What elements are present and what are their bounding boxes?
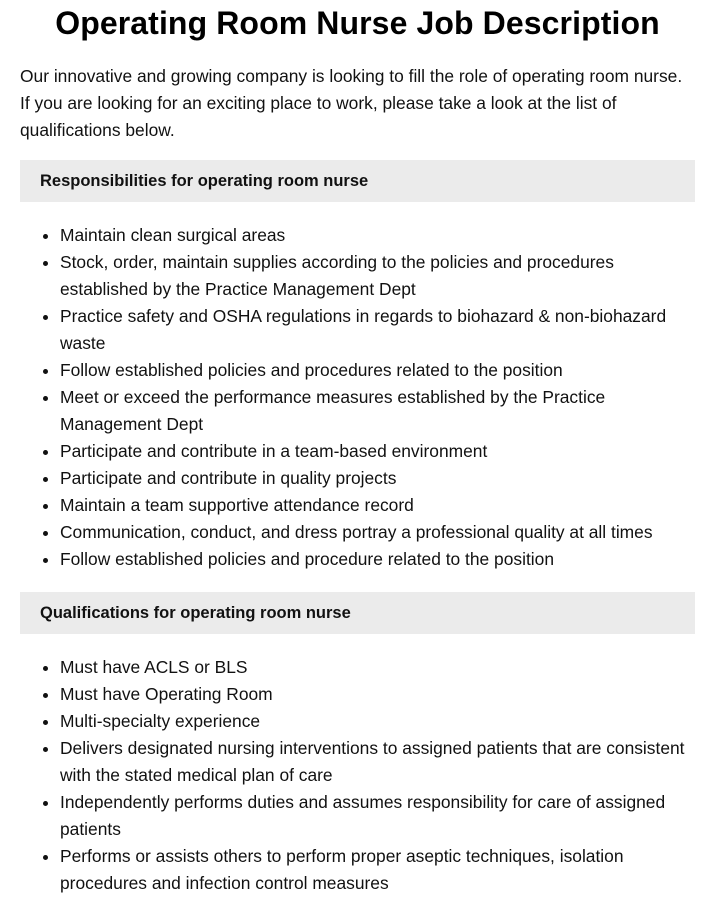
list-item: • Follow established policies and procedure related to the position xyxy=(60,546,695,573)
list-item: • Must have Operating Room xyxy=(60,681,695,708)
list-item: • Must have ACLS or BLS xyxy=(60,654,695,681)
list-item: • Independently performs duties and assumes responsibility for care of assigned patients xyxy=(60,789,695,843)
intro-paragraph: Our innovative and growing company is looking to fill the role of operating room nurse. If you are looking for an exciting place to work, please take a look at the list of qualifications below. xyxy=(20,66,683,140)
page-title: Operating Room Nurse Job Description xyxy=(55,5,660,41)
list-item: • Multi-specialty experience xyxy=(60,708,695,735)
list-item: • Meet or exceed the performance measures established by the Practice Management Dept xyxy=(60,384,695,438)
list-item: • Participate and contribute in quality projects xyxy=(60,465,695,492)
list-item: • Participate and contribute in a team-based environment xyxy=(60,438,695,465)
qualifications-heading: Qualifications for operating room nurse xyxy=(20,592,695,634)
list-item: • Delivers designated nursing interventions to assigned patients that are consistent with the stated medical plan of care xyxy=(60,735,695,789)
list-item: • Communication, conduct, and dress portray a professional quality at all times xyxy=(60,519,695,546)
responsibilities-list xyxy=(20,222,695,573)
qualifications-list xyxy=(20,654,695,897)
list-item: • Maintain a team supportive attendance record xyxy=(60,492,695,519)
responsibilities-heading: Responsibilities for operating room nurse xyxy=(20,160,695,202)
list-item: • Stock, order, maintain supplies according to the policies and procedures established by the Practice Management Dept xyxy=(60,249,695,303)
list-item: • Practice safety and OSHA regulations in regards to biohazard & non-biohazard waste xyxy=(60,303,695,357)
list-item: • Follow established policies and procedures related to the position xyxy=(60,357,695,384)
list-item: • Performs or assists others to perform proper aseptic techniques, isolation procedures and infection control measures xyxy=(60,843,695,897)
list-item: • Maintain clean surgical areas xyxy=(60,222,695,249)
